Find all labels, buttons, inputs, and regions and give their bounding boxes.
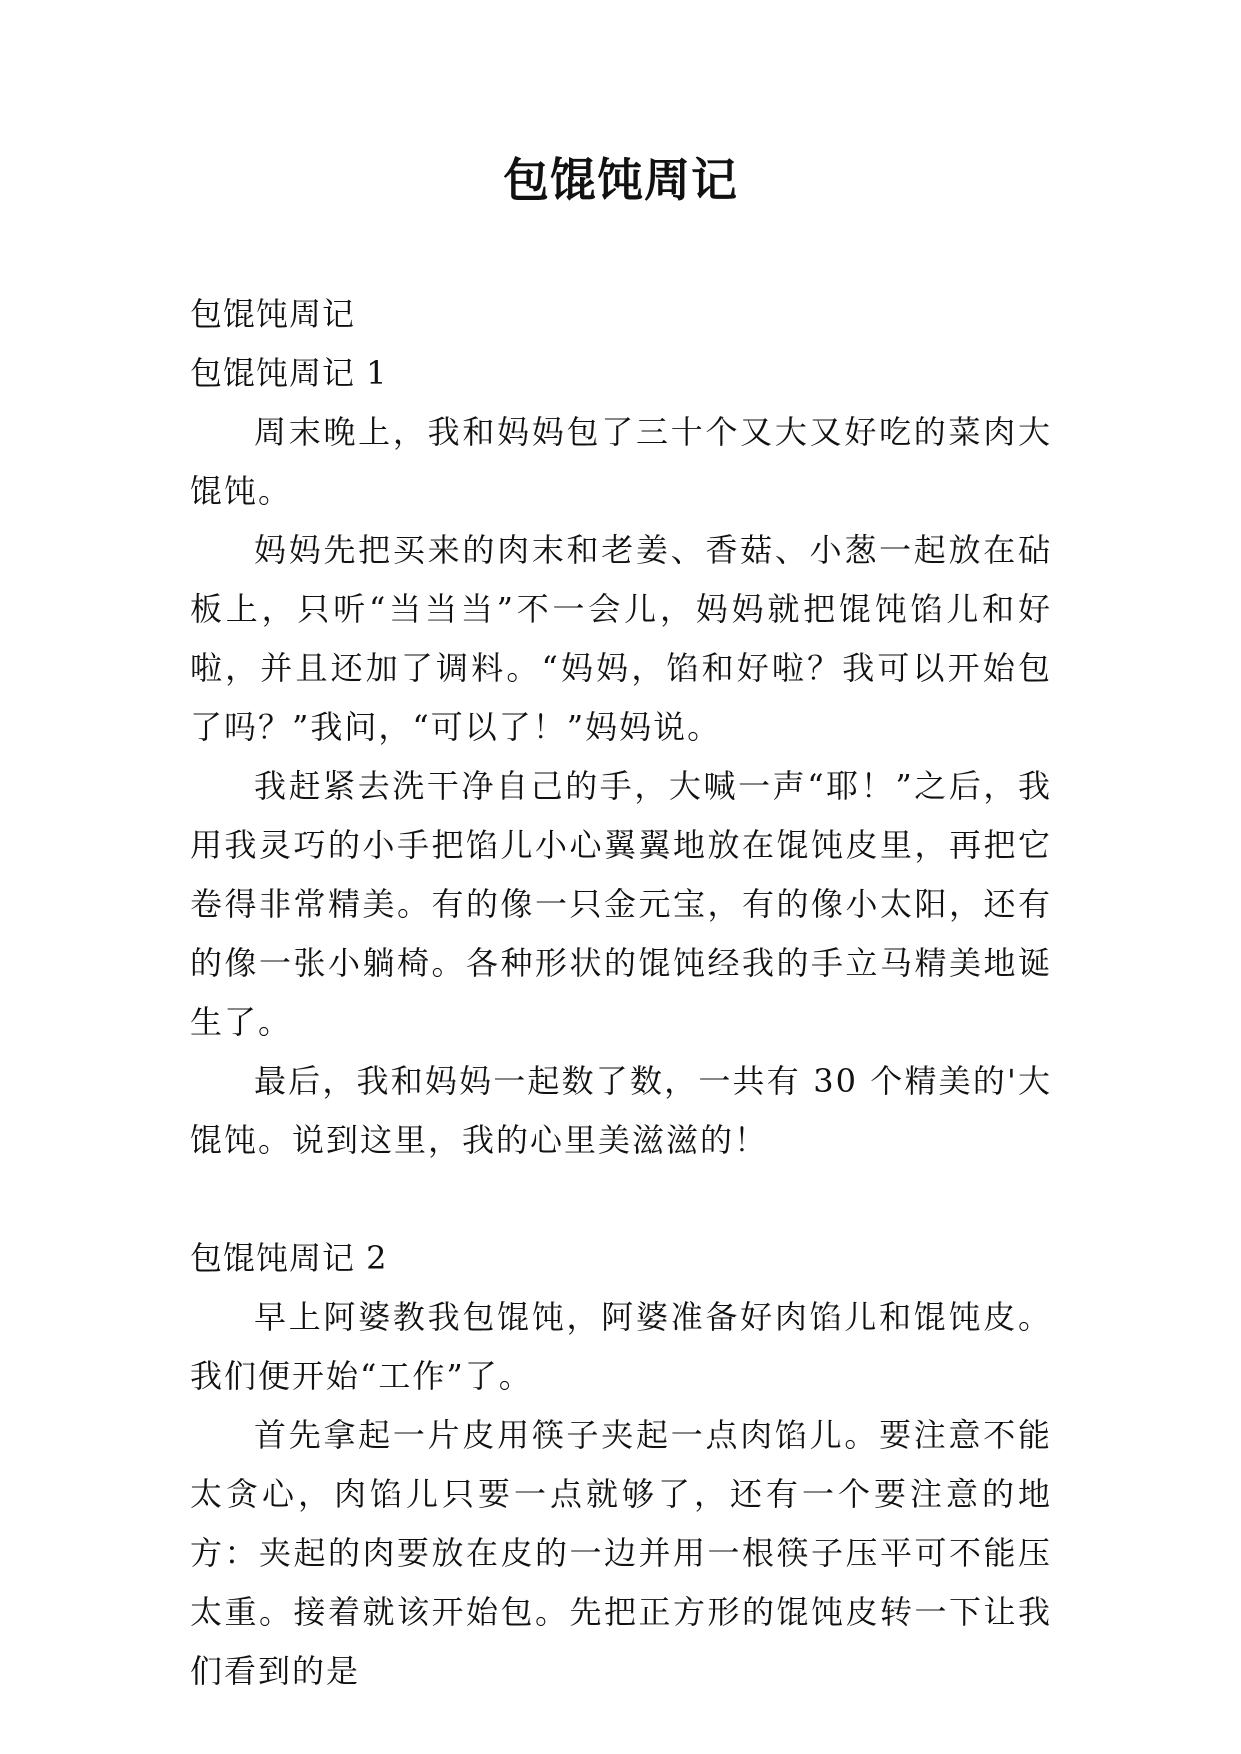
section-2: [190, 1229, 1052, 1701]
paragraph: 妈妈先把买来的肉末和老姜、香菇、小葱一起放在砧板上，只听“当当当”不一会儿，妈妈就把馄饨馅儿和好啦，并且还加了调料。“妈妈，馅和好啦？我可以开始包了吗？”我问，“可以了！”妈妈说。: [190, 531, 1052, 746]
paragraph: 周末晚上，我和妈妈包了三十个又大又好吃的菜肉大馄饨。: [190, 413, 1052, 510]
paragraph: 首先拿起一片皮用筷子夹起一点肉馅儿。要注意不能太贪心，肉馅儿只要一点就够了，还有一个要注意的地方：夹起的肉要放在皮的一边并用一根筷子压平可不能压太重。接着就该开始包。先把正方形的馄饨皮转一下让我们看到的是: [190, 1416, 1052, 1690]
paragraph: 最后，我和妈妈一起数了数，一共有 30 个精美的'大馄饨。说到这里，我的心里美滋滋的！: [190, 1062, 1052, 1159]
section-spacer: [190, 1170, 1052, 1229]
paragraph: 我赶紧去洗干净自己的手，大喊一声“耶！”之后，我用我灵巧的小手把馅儿小心翼翼地放在馄饨皮里，再把它卷得非常精美。有的像一只金元宝，有的像小太阳，还有的像一张小躺椅。各种形状的馄饨经我的手立马精美地诞生了。: [190, 767, 1052, 1041]
document-title: 包馄饨周记: [503, 153, 738, 207]
intro-heading: 包馄饨周记: [190, 295, 356, 333]
section-heading: 包馄饨周记 2: [190, 1239, 388, 1277]
document-body: [190, 285, 1052, 1701]
section-1: [190, 344, 1052, 1170]
paragraph: 早上阿婆教我包馄饨，阿婆准备好肉馅儿和馄饨皮。我们便开始“工作”了。: [190, 1298, 1052, 1395]
section-heading: 包馄饨周记 1: [190, 354, 388, 392]
